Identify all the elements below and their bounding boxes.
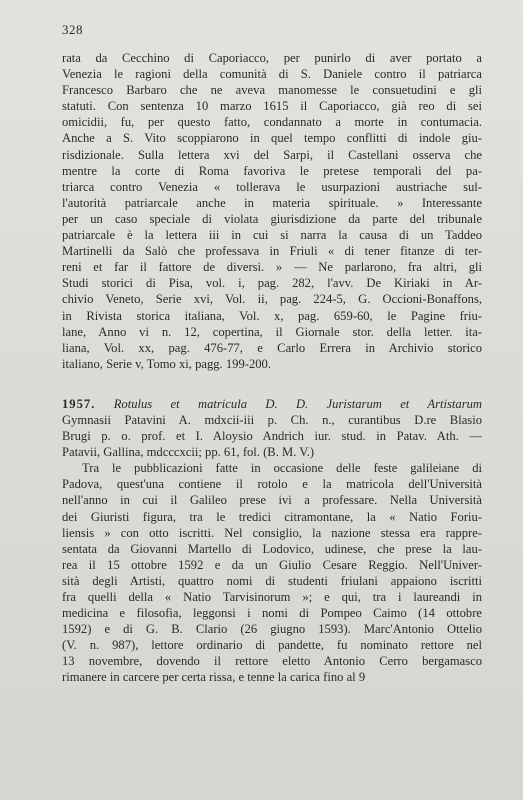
text-line: liana, Vol. xx, pag. 476-77, e Carlo Errera in Archivio storico: [62, 340, 482, 355]
text-line: Patavii, Gallina, mdcccxcii; pp. 61, fol. (B. M. V.): [62, 445, 315, 460]
entry-title: Rotulus et matricula D. D. Juristarum et Artistarum: [113, 396, 482, 411]
text-line: 13 novembre, dovendo il rettore eletto Antonio Cerro bergamasco: [62, 654, 482, 669]
text-line: chivio Veneto, Serie xvi, Vol. ii, pag. 224-5, G. Occioni-Bonaffons,: [62, 292, 482, 307]
text-line: rimanere in carcere per certa rissa, e tenne la carica fino al 9: [62, 670, 366, 685]
entry-paragraph: [62, 460, 482, 685]
text-line: mentre la corte di Roma favoriva le pretese temporali del pa-: [62, 163, 482, 178]
text-line: Anche a S. Vito scoppiarono in quel tempo conflitti di indole giu-: [62, 131, 482, 146]
text-line: Martinelli da Salò che professava in Friuli « di tener fitanze di ter-: [62, 244, 482, 259]
text-line: statuti. Con sentenza 10 marzo 1615 il Caporiacco, già reo di sei: [62, 99, 482, 114]
text-line: Padova, quest'una contiene il rotolo e la matricola dell'Università: [62, 477, 482, 492]
text-line: medicina e filosofia, leggonsi i nomi di Pompeo Caimo (14 ottobre: [62, 606, 482, 621]
text-line: italiano, Serie v, Tomo xi, pagg. 199-200.: [62, 356, 271, 371]
text-line: fra quelli della « Natio Tarvisinorum »; e qui, tra i laureandi in: [62, 590, 482, 604]
text-line: omicidii, fu, per questo fatto, condannato a morte in contumacia.: [62, 115, 482, 130]
body-text: [62, 50, 482, 686]
text-line: (V. n. 987), lettore ordinario di pandette, fu nominato rettore nel: [62, 638, 482, 653]
text-line: triarca contro Venezia « tollerava le usurpazioni austriache sul-: [62, 179, 482, 194]
text-line: rea il 15 ottobre 1592 e da un Giulio Cesare Reggio. Nell'Univer-: [62, 557, 482, 572]
text-line: lane, Anno vi n. 12, copertina, il Giornale stor. della letter. ita-: [62, 324, 482, 339]
text-line: Francesco Barbaro che ne aveva manomesse le consuetudini e gli: [62, 83, 482, 98]
text-line: l'autorità patriarcale anche in materia spirituale. » Interessante: [62, 195, 482, 210]
entry-number: 1957.: [62, 396, 96, 411]
text-line: 1592) e di G. B. Clario (26 giugno 1593). Marc'Antonio Ottelio: [62, 622, 482, 637]
text-line: Brugi p. o. prof. et I. Aloysio Andrich iur. stud. in Patav. Ath. —: [62, 429, 482, 444]
text-line: rata da Cecchino di Caporiacco, per punirlo di aver portato a: [62, 51, 482, 65]
text-line: risdizionale. Sulla lettera xvi del Sarpi, il Castellani osserva che: [62, 147, 482, 162]
text-line: nell'anno in cui il Galileo prese ivi a professare. Nella Università: [62, 493, 482, 508]
text-line: Tra le pubblicazioni fatte in occasione delle feste galileiane di: [82, 461, 482, 476]
text-line: sentata da Giovanni Martello di Lodovico, udinese, che prese la lau-: [62, 541, 482, 556]
text-line: reni et far il fattore de diversi. » — Ne parlarono, fra altri, gli: [62, 260, 482, 275]
entry-heading-line: [62, 396, 482, 412]
page-number: 328: [62, 22, 83, 37]
paragraph-note: [62, 50, 482, 372]
text-line: Gymnasii Patavini A. mdxcii-iii p. Ch. n., curantibus D.re Blasio: [62, 412, 482, 427]
section-gap: [62, 372, 482, 396]
entry-heading-continuation: [62, 412, 482, 460]
text-line: patriarcale è la lettera iii in cui si narra la causa di un Taddeo: [62, 228, 482, 243]
text-line: per un caso speciale di violata giurisdizione da parte del tribunale: [62, 211, 482, 226]
text-line: liensis » con otto iscritti. Nel consiglio, la nazione stessa era rappre-: [62, 525, 482, 540]
text-line: sità degli Artisti, quattro nomi di studenti friulani appaiono iscritti: [62, 573, 482, 588]
text-line: Studi storici di Pisa, vol. i, pag. 282, l'avv. De Kiriaki in Ar-: [62, 276, 482, 291]
text-line: Venezia le ragioni della comunità di S. Daniele contro il patriarca: [62, 67, 482, 82]
text-line: in Rivista storica italiana, Vol. x, pag. 659-60, le Pagine friu-: [62, 308, 482, 323]
text-line: dei Giuristi figura, tra le tredici citramontane, la « Natio Foriu-: [62, 509, 482, 524]
